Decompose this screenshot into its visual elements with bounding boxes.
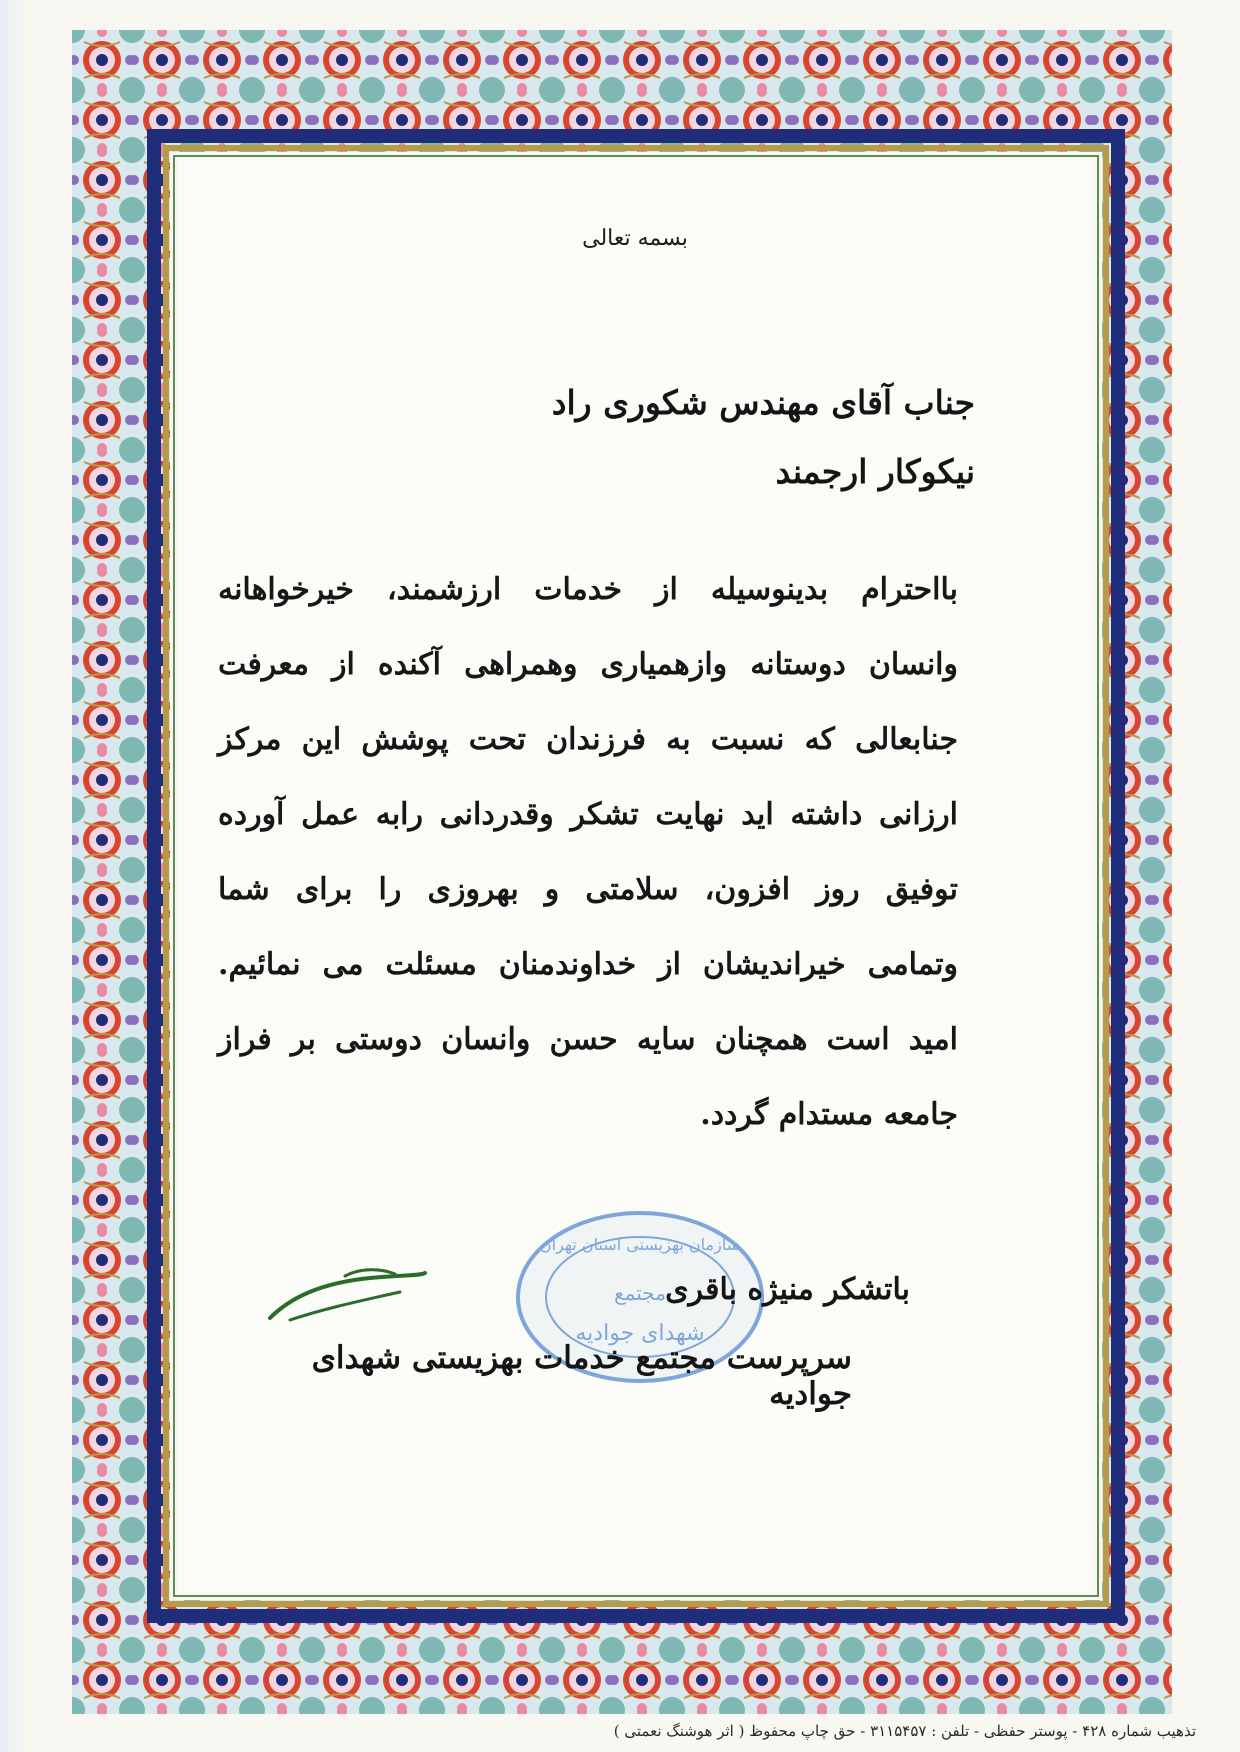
stamp-text: مجتمع bbox=[614, 1281, 666, 1305]
body-line: توفیق روز افزون، سلامتی و بهروزی را برای شما bbox=[218, 872, 958, 907]
body-line: بااحترام بدینوسیله از خدمات ارزشمند، خیرخواهانه bbox=[218, 572, 958, 607]
signatory-name: باتشکر منیژه باقری bbox=[665, 1272, 910, 1307]
body-line: وتمامی خیراندیشان از خداوندمنان مسئلت می نمائیم. bbox=[218, 947, 958, 982]
heading-basmala: بسمه تعالی bbox=[582, 226, 688, 251]
body-line: جنابعالی که نسبت به فرزندان تحت پوشش این مرکز bbox=[218, 722, 958, 757]
body-line: امید است همچنان سایه حسن وانسان دوستی بر فراز bbox=[218, 1022, 958, 1057]
body-line: جامعه مستدام گردد. bbox=[700, 1097, 958, 1132]
body-line: ارزانی داشته اید نهایت تشکر وقدردانی رابه عمل آورده bbox=[218, 797, 958, 832]
addressee-line: جناب آقای مهندس شکوری راد bbox=[551, 383, 975, 422]
body-line: وانسان دوستانه وازهمیاری وهمراهی آکنده از معرفت bbox=[218, 647, 958, 682]
print-footer: تذهیب شماره ۴۲۸ - پوستر حفظی - تلفن : ۳۱۱۵۴۵۷ - حق چاپ محفوظ ( اثر هوشنگ نعمتی ) bbox=[613, 1722, 1196, 1740]
addressee-line: نیکوکار ارجمند bbox=[775, 452, 975, 491]
signatory-title: سرپرست مجتمع خدمات بهزیستی شهدای جوادیه bbox=[311, 1340, 852, 1412]
stamp-text: سازمان بهزیستی استان تهران bbox=[539, 1235, 741, 1254]
stamp-text: شهدای جوادیه bbox=[575, 1321, 705, 1346]
